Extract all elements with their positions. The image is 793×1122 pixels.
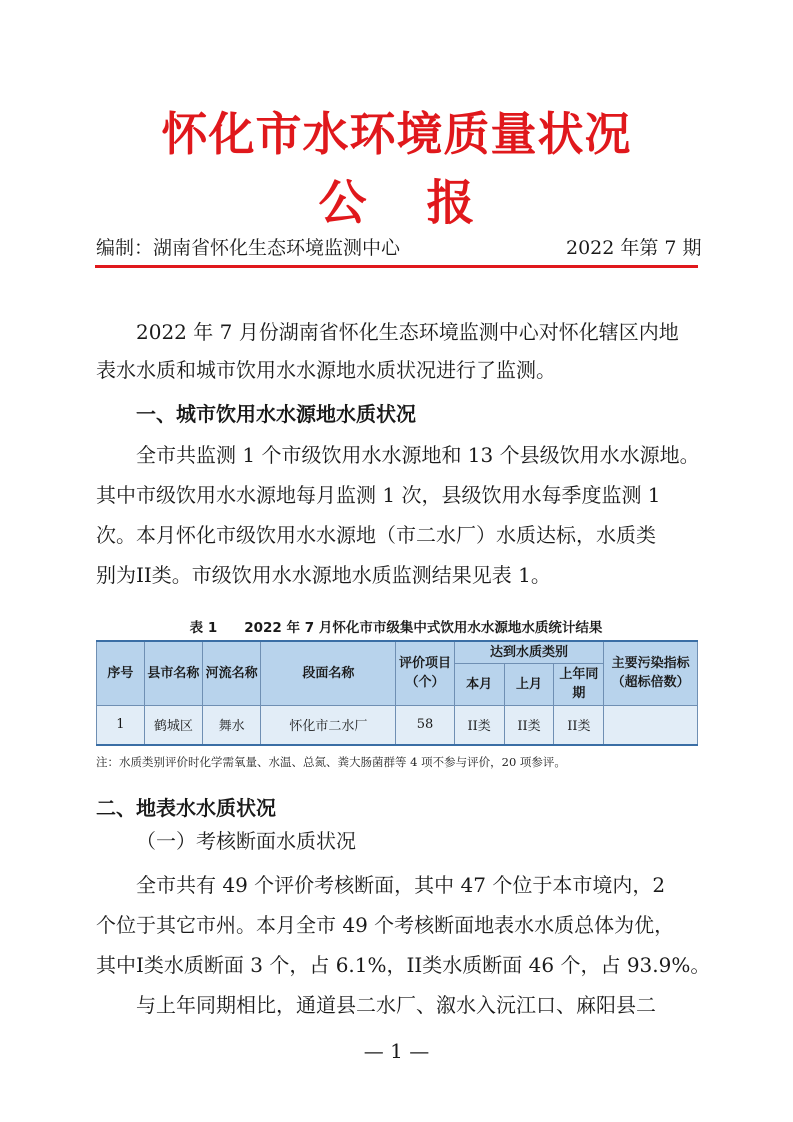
cell-seq: 1	[97, 705, 145, 745]
header-county: 县市名称	[144, 641, 202, 705]
header-grade-group: 达到水质类别	[454, 641, 604, 663]
header-divider	[95, 265, 698, 268]
table-row	[97, 705, 698, 745]
section2-heading: 二、地表水水质状况	[96, 796, 276, 820]
cell-river: 舞水	[203, 705, 261, 745]
header-section: 段面名称	[261, 641, 396, 705]
section1-heading: 一、城市饮用水水源地水质状况	[136, 402, 416, 426]
section2-line-1: 全市共有 49 个评价考核断面，其中 47 个位于本市境内，2	[136, 873, 666, 897]
header-this-month: 本月	[454, 663, 504, 705]
water-quality-table	[96, 640, 698, 746]
section1-line-3: 次。本月怀化市级饮用水水源地（市二水厂）水质达标，水质类	[96, 523, 656, 547]
intro-line-1: 2022 年 7 月份湖南省怀化生态环境监测中心对怀化辖区内地	[136, 320, 679, 344]
section2-line-3: 其中I类水质断面 3 个，占 6.1%，II类水质断面 46 个，占 93.9%。	[96, 953, 711, 977]
header-last-year: 上年同期	[554, 663, 604, 705]
section2-subheading: （一）考核断面水质状况	[136, 829, 356, 853]
cell-section: 怀化市二水厂	[261, 705, 396, 745]
table-caption: 表 1 2022 年 7 月怀化市市级集中式饮用水水源地水质统计结果	[189, 620, 603, 636]
compiler-label: 编制：湖南省怀化生态环境监测中心	[96, 237, 401, 259]
header-last-month: 上月	[504, 663, 554, 705]
cell-pollutant	[604, 705, 698, 745]
table-note: 注：水质类别评价时化学需氧量、水温、总氮、粪大肠菌群等 4 项不参与评价，20 项参评。	[96, 755, 566, 769]
section2-line-4: 与上年同期相比，通道县二水厂、溆水入沅江口、麻阳县二	[136, 993, 656, 1017]
header-pollutant: 主要污染指标（超标倍数）	[604, 641, 698, 705]
cell-last-year: II类	[554, 705, 604, 745]
cell-items: 58	[396, 705, 454, 745]
section1-line-2: 其中市级饮用水水源地每月监测 1 次，县级饮用水每季度监测 1	[96, 483, 661, 507]
section2-line-2: 个位于其它市州。本月全市 49 个考核断面地表水水质总体为优，	[96, 913, 675, 937]
issue-label: 2022 年第 7 期	[566, 237, 702, 259]
report-title: 怀化市水环境质量状况	[161, 107, 632, 161]
page-number: — 1 —	[363, 1039, 430, 1063]
header-river: 河流名称	[203, 641, 261, 705]
cell-last-month: II类	[504, 705, 554, 745]
cell-county: 鹤城区	[144, 705, 202, 745]
report-subtitle: 公报	[318, 175, 535, 231]
header-items: 评价项目（个）	[396, 641, 454, 705]
section1-line-1: 全市共监测 1 个市级饮用水水源地和 13 个县级饮用水水源地。	[136, 443, 700, 467]
section1-line-4: 别为II类。市级饮用水水源地水质监测结果见表 1。	[96, 563, 551, 587]
header-seq: 序号	[97, 641, 145, 705]
cell-this-month: II类	[454, 705, 504, 745]
intro-line-2: 表水水质和城市饮用水水源地水质状况进行了监测。	[96, 358, 556, 382]
